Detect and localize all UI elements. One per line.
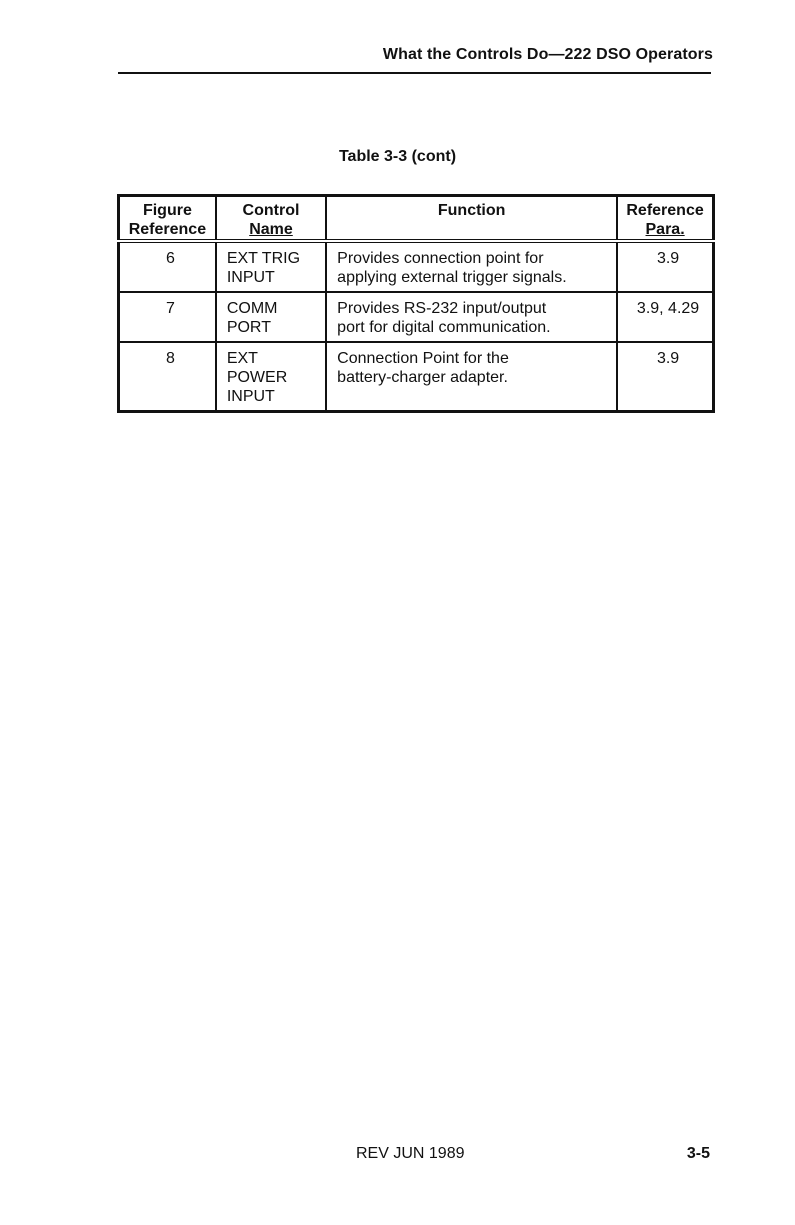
cell-line: Connection Point for the: [337, 350, 509, 367]
header-figure-reference: [119, 196, 216, 242]
controls-table: [117, 194, 715, 413]
table-row: [119, 241, 714, 292]
header-line: Reference: [128, 221, 207, 238]
cell-line: POWER: [226, 369, 288, 386]
running-header-title: What the Controls Do—222 DSO Operators: [382, 46, 713, 63]
header-reference-para: [617, 196, 713, 242]
cell-line: applying external trigger signals.: [337, 269, 567, 286]
header-line: Function: [437, 202, 506, 219]
control-name-cell: [216, 342, 326, 412]
table-caption: Table 3-3 (cont): [338, 148, 457, 165]
cell-line: EXT: [226, 350, 258, 367]
header-line: Name: [249, 221, 293, 238]
reference-para-cell: 3.9: [617, 342, 713, 412]
control-name-cell: [216, 241, 326, 292]
table-row: [119, 292, 714, 342]
cell-line: PORT: [226, 319, 271, 336]
table-header-row: [119, 196, 714, 242]
cell-line: Provides connection point for: [337, 250, 544, 267]
function-cell: [326, 241, 617, 292]
function-cell: [326, 292, 617, 342]
header-function: [326, 196, 617, 242]
header-line: Figure: [142, 202, 192, 219]
figure-ref-cell: 8: [165, 350, 175, 367]
figure-ref-cell: 7: [119, 292, 216, 342]
cell-line: Provides RS-232 input/output: [337, 300, 547, 317]
header-rule: [118, 72, 711, 74]
table-row: [119, 342, 714, 412]
header-line: Reference: [626, 202, 704, 219]
cell-line: INPUT: [226, 269, 275, 286]
cell-line: EXT TRIG: [226, 250, 301, 267]
header-control-name: [216, 196, 326, 242]
figure-ref-cell: 6: [119, 241, 216, 292]
cell-line: INPUT: [226, 388, 275, 405]
header-line: Control: [242, 202, 300, 219]
control-name-cell: [216, 292, 326, 342]
function-cell: [326, 342, 617, 412]
reference-para-cell: 3.9, 4.29: [617, 292, 713, 342]
reference-para-cell: 3.9: [617, 241, 713, 292]
cell-line: battery-charger adapter.: [337, 369, 508, 386]
header-line: Para.: [645, 221, 685, 238]
cell-line: port for digital communication.: [337, 319, 551, 336]
cell-line: COMM: [226, 300, 278, 317]
page-number: 3-5: [686, 1145, 710, 1162]
revision-date: REV JUN 1989: [356, 1145, 465, 1162]
